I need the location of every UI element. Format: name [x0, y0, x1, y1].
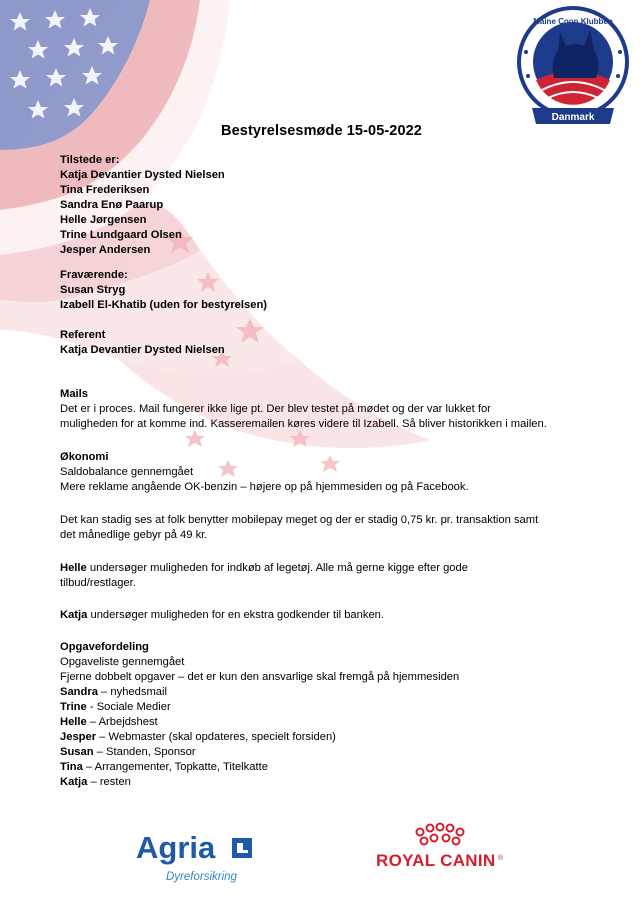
economy-helle-line: tilbud/restlager.: [60, 577, 136, 589]
assignee-name: Helle: [60, 716, 87, 728]
separator: –: [86, 716, 99, 728]
economy-heading: Økonomi: [60, 451, 109, 463]
present-member: Tina Frederiksen: [60, 184, 150, 196]
assignment-task: Arrangementer, Topkatte, Titelkatte: [94, 761, 268, 773]
economy-paragraph-line: Det kan stadig ses at folk benytter mobilepay meget og der er stadig 0,75 kr. pr. transaktion samt: [60, 514, 539, 526]
task-assignment: [60, 685, 620, 700]
page-title: Bestyrelsesmøde 15-05-2022: [221, 123, 422, 139]
separator: -: [86, 701, 97, 713]
mails-section: [60, 387, 620, 432]
separator: –: [82, 761, 95, 773]
mails-line: muligheden for at komme ind. Kasseremailen køres videre til Izabell. Så bliver historikken i mailen.: [60, 418, 547, 430]
economy-paragraph-line: det månedlige gebyr på 49 kr.: [60, 529, 208, 541]
task-assignment: [60, 760, 620, 775]
assignee-name: Katja: [60, 776, 88, 788]
assignment-task: Webmaster (skal opdateres, specielt forsiden): [108, 731, 336, 743]
assignment-task: Standen, Sponsor: [106, 746, 196, 758]
economy-section: [60, 450, 620, 495]
present-member: Jesper Andersen: [60, 244, 151, 256]
maine-coon-klubben-logo: [514, 2, 632, 130]
separator: –: [87, 776, 100, 788]
assignment-task: resten: [99, 776, 131, 788]
absent-section: [60, 268, 620, 313]
tasks-line: Fjerne dobbelt opgaver – det er kun den ansvarlige skal fremgå på hjemmesiden: [60, 671, 460, 683]
paragraph-text: undersøger muligheden for indkøb af legetøj. Alle må gerne kigge efter gode: [86, 562, 468, 574]
referent-name: Katja Devantier Dysted Nielsen: [60, 344, 225, 356]
present-member: Helle Jørgensen: [60, 214, 147, 226]
logo-top-text: Maine Coon Klubben: [533, 17, 613, 26]
assignee-name: Tina: [60, 761, 83, 773]
person-name: Katja: [60, 609, 88, 621]
present-heading: Tilstede er:: [60, 154, 120, 166]
economy-helle-line: [60, 561, 620, 576]
referent-section: [60, 328, 620, 358]
separator: –: [97, 686, 111, 698]
registered-mark: ®: [498, 855, 504, 862]
present-member: Katja Devantier Dysted Nielsen: [60, 169, 225, 181]
task-assignment: [60, 715, 620, 730]
assignment-task: Arbejdshest: [98, 716, 158, 728]
logo-bottom-text: Danmark: [551, 112, 595, 123]
agria-logo: [136, 826, 256, 884]
task-assignment: [60, 700, 620, 715]
task-assignment: [60, 730, 620, 745]
separator: –: [96, 731, 109, 743]
person-name: Helle: [60, 562, 87, 574]
task-assignment: [60, 745, 620, 760]
agria-wordmark: Agria: [136, 830, 216, 865]
separator: –: [93, 746, 107, 758]
paragraph-text: undersøger muligheden for en ekstra godkender til banken.: [87, 609, 385, 621]
tasks-section: [60, 640, 620, 790]
absent-heading: Fraværende:: [60, 269, 128, 281]
present-member: Sandra Enø Paarup: [60, 199, 164, 211]
mails-heading: Mails: [60, 388, 88, 400]
economy-line: Saldobalance gennemgået: [60, 466, 194, 478]
referent-heading: Referent: [60, 329, 106, 341]
tasks-heading: Opgavefordeling: [60, 641, 149, 653]
assignee-name: Trine: [60, 701, 87, 713]
royal-canin-wordmark: ROYAL CANIN: [376, 851, 496, 870]
assignment-task: Sociale Medier: [96, 701, 171, 713]
economy-katja-paragraph: [60, 608, 620, 623]
absent-member: Susan Stryg: [60, 284, 126, 296]
assignment-task: nyhedsmail: [110, 686, 167, 698]
economy-line: Mere reklame angående OK-benzin – højere op på hjemmesiden og på Facebook.: [60, 481, 469, 493]
crown-icon: [417, 824, 464, 845]
tasks-line: Opgaveliste gennemgået: [60, 656, 185, 668]
economy-helle-paragraph: [60, 561, 620, 591]
absent-member: Izabell El-Khatib (uden for bestyrelsen): [60, 299, 268, 311]
task-assignment: [60, 775, 620, 790]
attendance-section: [60, 153, 620, 258]
economy-katja-line: [60, 608, 620, 623]
assignee-name: Jesper: [60, 731, 97, 743]
assignee-name: Sandra: [60, 686, 98, 698]
royal-canin-logo: [374, 822, 506, 870]
economy-mobilepay-paragraph: [60, 513, 620, 543]
assignee-name: Susan: [60, 746, 94, 758]
mails-line: Det er i proces. Mail fungerer ikke lige pt. Der blev testet på mødet og der var lukket for: [60, 403, 491, 415]
present-member: Trine Lundgaard Olsen: [60, 229, 182, 241]
agria-tagline: Dyreforsikring: [166, 871, 237, 883]
